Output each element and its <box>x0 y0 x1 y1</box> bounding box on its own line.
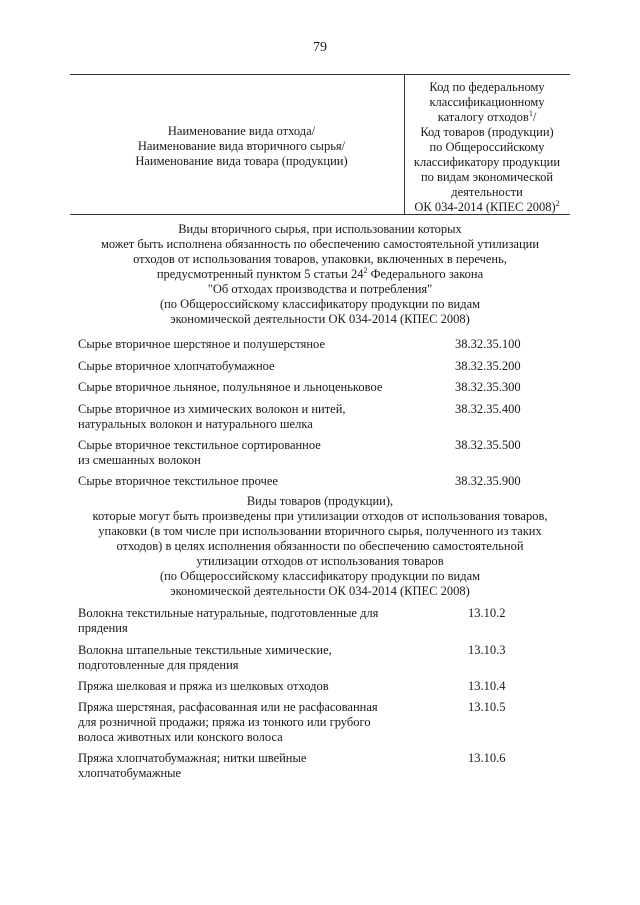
list-item-name: Волокна штапельные текстильные химические, подготовленные для прядения <box>78 643 332 672</box>
list-item-code: 13.10.5 <box>468 700 506 714</box>
list-item-code: 13.10.6 <box>468 751 506 765</box>
list-item-code: 38.32.35.500 <box>455 438 521 452</box>
list-item-name: Сырье вторичное шерстяное и полушерстяное <box>78 337 326 351</box>
list-item-name: Пряжа шерстяная, расфасованная или не расфасованная для розничной продажи; пряжа из тонкого или грубого волоса животных или конского волоса <box>78 700 378 744</box>
list-item-code: 13.10.2 <box>468 606 506 620</box>
list-item-name: Сырье вторичное из химических волокон и нитей, натуральных волокон и натурального шелка <box>78 402 346 431</box>
list-item-name: Сырье вторичное текстильное сортированное из смешанных волокон <box>78 438 321 467</box>
page-number: 79 <box>313 40 327 55</box>
table-top-rule <box>70 74 570 75</box>
list-item-code: 13.10.3 <box>468 643 506 657</box>
footnote-2-marker: 2 <box>555 198 560 208</box>
list-item-name: Волокна текстильные натуральные, подготовленные для прядения <box>78 606 379 635</box>
footnote-1-marker: 1 <box>528 108 533 118</box>
list-item-name: Сырье вторичное льняное, полульняное и льноценьковое <box>78 380 383 394</box>
list-item-code: 38.32.35.100 <box>455 337 521 351</box>
list-item-name: Пряжа шелковая и пряжа из шелковых отходов <box>78 679 329 693</box>
list-item-name: Сырье вторичное хлопчатобумажное <box>78 359 275 373</box>
list-item-code: 38.32.35.300 <box>455 380 521 394</box>
list-item-code: 38.32.35.200 <box>455 359 521 373</box>
header-left-column: Наименование вида отхода/ Наименование вида вторичного сырья/ Наименование вида товара (продукции) <box>135 124 348 168</box>
header-right-column: Код по федеральному классификационному каталогу отходов$^1$/ Код товаров (продукции) по Общероссийскому классификатору продукции по видам экономической деятельности ОК 034-2014 (КПЕС 2008)$^2$ <box>413 80 561 214</box>
list-item-name: Пряжа хлопчатобумажная; нитки швейные хлопчатобумажные <box>78 751 307 780</box>
list-item-code: 38.32.35.400 <box>455 402 521 416</box>
list-item-code: 38.32.35.900 <box>455 474 521 488</box>
list-item-name: Сырье вторичное текстильное прочее <box>78 474 278 488</box>
list-item-code: 13.10.4 <box>468 679 506 693</box>
section-heading-secondary-raw-materials: Виды вторичного сырья, при использовании которых может быть исполнена обязанность по обеспечению самостоятельной утилизации отходов от использования товаров, упаковки, включенных в перечень, предусмотренный пунктом 5 статьи $24^2$ Федерального закона "Об отходах производства и потребления" (по Общероссийскому классификатору продукции по видам экономической деятельности ОК 034-2014 (КПЕС 2008) <box>100 222 540 326</box>
section-heading-products: Виды товаров (продукции), которые могут быть произведены при утилизации отходов от использования товаров, упаковки (в том числе при использовании вторичного сырья, полученного из таких отходов) в целях исполнения обязанности по обеспечению самостоятельной утилизации отходов от использования товаров (по Общероссийскому классификатору продукции по видам экономической деятельности ОК 034-2014 (КПЕС 2008) <box>92 494 548 598</box>
